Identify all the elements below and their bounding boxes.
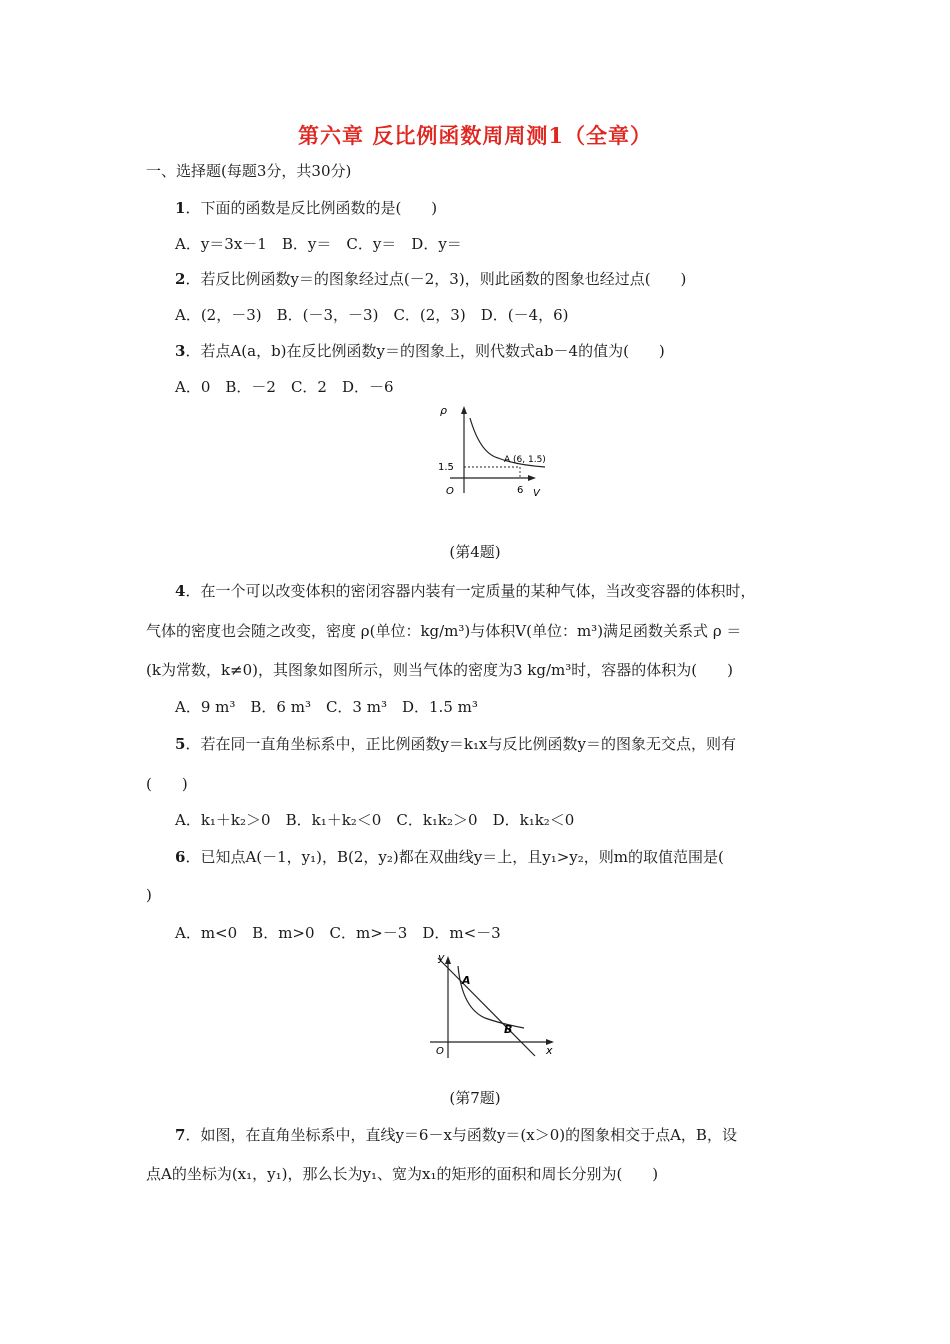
question-3-options: A．0 B．－2 C．2 D．－6 — [175, 378, 394, 396]
question-6-line-2: ) — [146, 886, 152, 904]
question-4-line-3: (k为常数，k≠0)，其图象如图所示，则当气体的密度为3 kg/m³时，容器的体积为( ) — [146, 661, 733, 679]
question-number: 3 — [175, 342, 186, 360]
question-number: 2 — [175, 270, 186, 288]
question-7 — [175, 1124, 737, 1145]
question-number: 5 — [175, 735, 186, 753]
y-axis-label: ρ — [440, 404, 447, 417]
question-2-options: A．(2，－3) B．(－3，－3) C．(2，3) D．(－4，6) — [175, 306, 569, 324]
question-2 — [175, 268, 686, 289]
origin-label: O — [436, 1046, 444, 1057]
question-7-line-2: 点A的坐标为(x₁，y₁)，那么长为y₁、宽为x₁的矩形的面积和周长分别为( ) — [146, 1165, 659, 1183]
x-tick-label: 6 — [517, 485, 524, 496]
line-y-equals-6-minus-x — [438, 958, 535, 1056]
question-number: 7 — [175, 1126, 186, 1144]
question-text-line-1: ．若在同一直角坐标系中，正比例函数y＝k₁x与反比例函数y＝的图象无交点，则有 — [185, 735, 736, 753]
question-5-line-2: ( ) — [146, 775, 188, 793]
question-4 — [175, 580, 755, 601]
y-axis-arrow — [461, 406, 467, 414]
page-title: 第六章 反比例函数周周测1（全章） — [298, 123, 652, 148]
question-text: ．若点A(a，b)在反比例函数y＝的图象上，则代数式ab－4的值为( ) — [185, 342, 665, 360]
y-tick-label: 1.5 — [438, 462, 454, 473]
y-axis-arrow — [445, 956, 451, 964]
figure-7-graph — [420, 948, 570, 1066]
x-axis-label: x — [546, 1044, 553, 1057]
figure-4-graph — [420, 398, 560, 508]
figure-7-caption: (第7题) — [449, 1089, 501, 1107]
question-text-line-1: ．如图，在直角坐标系中，直线y＝6－x与函数y＝(x＞0)的图象相交于点A，B，设 — [185, 1126, 737, 1144]
y-axis-label: y — [438, 951, 445, 964]
question-4-options: A．9 m³ B．6 m³ C．3 m³ D．1.5 m³ — [175, 698, 478, 716]
x-axis-arrow — [528, 475, 536, 481]
question-text: ．下面的函数是反比例函数的是( ) — [185, 199, 438, 217]
question-4-line-2: 气体的密度也会随之改变，密度 ρ(单位：kg/m³)与体积V(单位：m³)满足函数关系式 ρ ＝ — [146, 622, 742, 640]
question-1-options: A．y＝3x－1 B．y＝ C．y＝ D．y＝ — [175, 235, 462, 253]
question-1 — [175, 197, 437, 218]
question-number: 1 — [175, 199, 186, 217]
question-5-options: A．k₁＋k₂＞0 B．k₁＋k₂＜0 C．k₁k₂＞0 D．k₁k₂＜0 — [175, 811, 575, 829]
question-text-line-1: ．已知点A(－1，y₁)，B(2，y₂)都在双曲线y＝上，且y₁>y₂，则m的取值范围是( — [185, 848, 724, 866]
question-text: ．若反比例函数y＝的图象经过点(－2，3)，则此函数的图象也经过点( ) — [185, 270, 687, 288]
question-number: 6 — [175, 848, 186, 866]
question-number: 4 — [175, 582, 186, 600]
question-5 — [175, 733, 736, 754]
point-a-label: A (6, 1.5) — [504, 455, 546, 465]
x-axis-label: V — [533, 488, 540, 499]
figure-4-caption: (第4题) — [449, 543, 501, 561]
point-a-label: A — [462, 974, 471, 987]
question-text-line-1: ．在一个可以改变体积的密闭容器内装有一定质量的某种气体，当改变容器的体积时， — [185, 582, 756, 600]
question-6-options: A．m<0 B．m>0 C．m>－3 D．m<－3 — [175, 924, 501, 942]
origin-label: O — [446, 486, 454, 497]
point-b-label: B — [504, 1023, 513, 1036]
section-heading: 一、选择题(每题3分，共30分) — [146, 162, 352, 180]
question-3 — [175, 340, 665, 361]
question-6 — [175, 846, 724, 867]
